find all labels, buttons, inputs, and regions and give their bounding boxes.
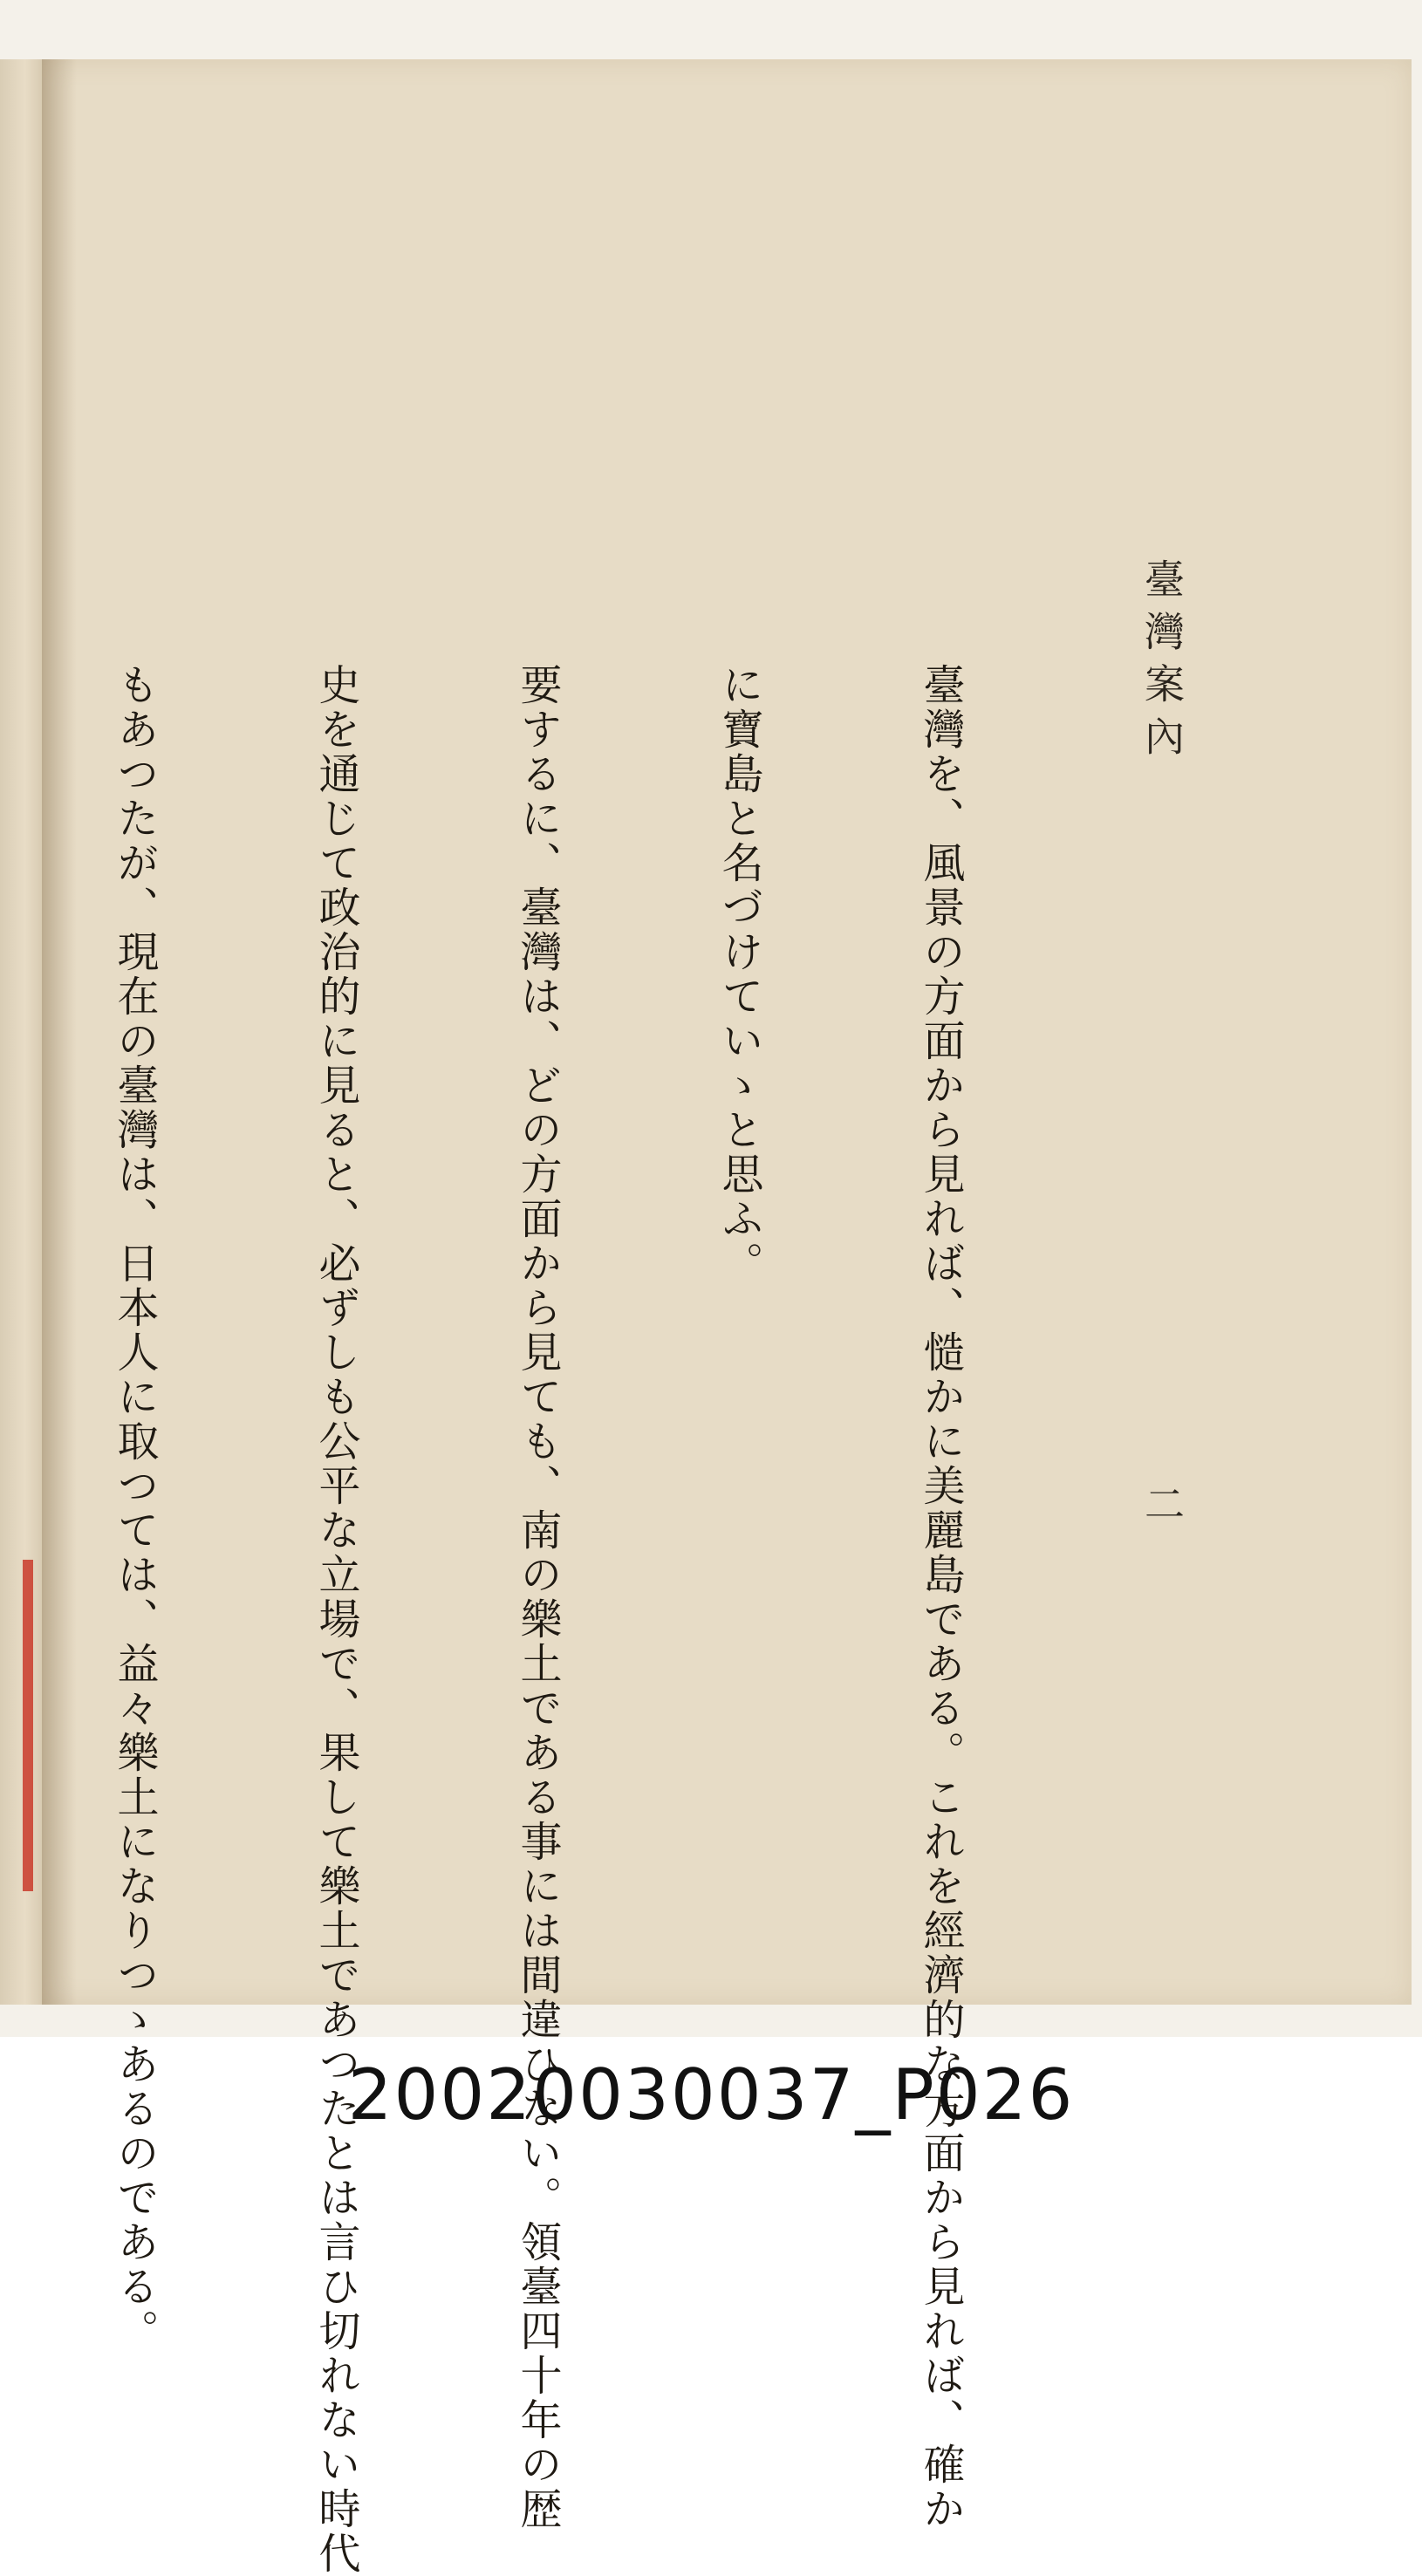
text-line: 史を通じて政治的に見ると、必ずしも公平な立場で、果して樂土であつたとは言ひ切れない時代 — [311, 663, 360, 2576]
image-id-caption: 20020030037_P026 — [347, 2054, 1075, 2135]
text-line: 要するに、臺灣は、どの方面から見ても、南の樂土である事には間違ひない。領臺四十年の歴 — [513, 663, 562, 2532]
running-header: 臺灣案內 — [1138, 558, 1186, 768]
page-number: 二 — [1138, 1483, 1186, 1523]
text-line: 臺灣を、風景の方面から見れば、慥かに美麗島である。これを經濟的な方面から見れば、確か — [916, 663, 965, 2532]
text-line: もあつたが、現在の臺灣は、日本人に取つては、益々樂土になりつゝあるのである。 — [110, 663, 159, 2354]
text-line: に寶島と名づけていゝと思ふ。 — [714, 663, 763, 1286]
